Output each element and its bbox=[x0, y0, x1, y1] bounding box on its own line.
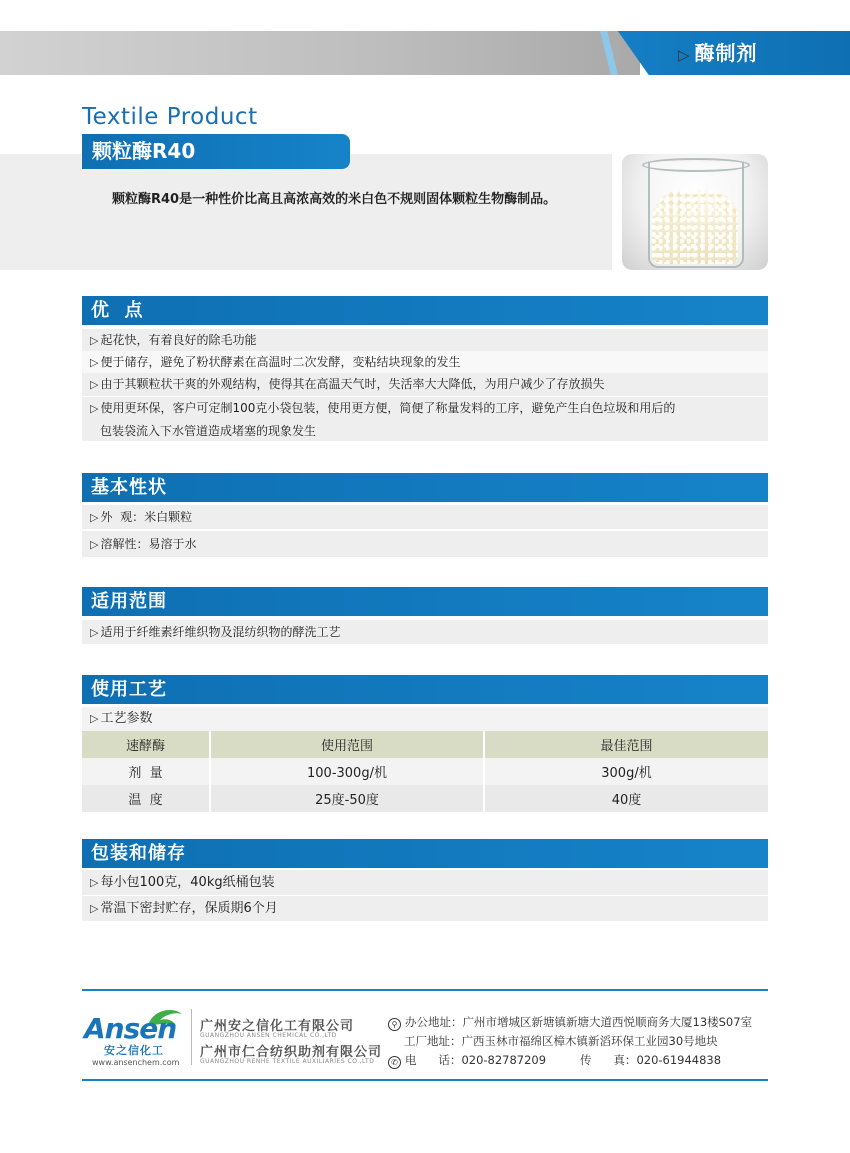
fax-info: 传 真：020-61944838 bbox=[580, 1053, 722, 1067]
triangle-right-icon: ▷ bbox=[90, 511, 99, 524]
table-header-cell: 最佳范围 bbox=[484, 731, 768, 758]
triangle-right-icon: ▷ bbox=[90, 334, 99, 347]
intro-background bbox=[0, 154, 612, 270]
table-cell: 温 度 bbox=[82, 785, 210, 812]
section-header-packaging: 包装和储存 bbox=[82, 839, 768, 868]
table-header-row bbox=[82, 731, 768, 758]
product-photo bbox=[622, 154, 768, 270]
footer-top-line bbox=[82, 989, 768, 991]
beaker-rim bbox=[642, 158, 750, 172]
table-cell: 100-300g/机 bbox=[210, 758, 484, 785]
product-name: 颗粒酶R40 bbox=[92, 139, 196, 163]
table-cell: 40度 bbox=[484, 785, 768, 812]
list-item: ▷ 使用更环保，客户可定制100克小袋包装，使用更方便，简便了称量发料的工序，避免产生白色垃圾和用后的 包装袋流入下水管道造成堵塞的现象发生 bbox=[82, 397, 768, 441]
triangle-right-icon: ▷ bbox=[90, 378, 99, 391]
triangle-right-icon: ▷ bbox=[678, 46, 691, 64]
table-cell: 25度-50度 bbox=[210, 785, 484, 812]
table-cell: 剂 量 bbox=[82, 758, 210, 785]
list-item: ▷ 由于其颗粒状干爽的外观结构，使得其在高温天气时，失活率大大降低，为用户减少了存放损失 bbox=[82, 373, 768, 396]
company-name-2-en: GUANGZHOU RENHE TEXTILE AUXILIARIES CO.,LTD bbox=[200, 1058, 375, 1065]
logo: Ansen bbox=[84, 1012, 177, 1045]
logo-cn: 安之信化工 bbox=[104, 1044, 164, 1057]
list-item: ▷ 起花快，有着良好的除毛功能 bbox=[82, 329, 768, 352]
list-item: ▷ 便于储存，避免了粉状酵素在高温时二次发酵，变粘结块现象的发生 bbox=[82, 351, 768, 374]
product-subtitle: Textile Product bbox=[82, 104, 258, 130]
list-item: ▷ 适用于纤维素纤维织物及混纺织物的酵洗工艺 bbox=[82, 620, 768, 644]
footer-bottom-line bbox=[82, 1079, 768, 1081]
list-item: ▷ 外 观：米白颗粒 bbox=[82, 505, 768, 529]
list-item: ▷ 常温下密封贮存，保质期6个月 bbox=[82, 896, 768, 921]
table-cell: 300g/机 bbox=[484, 758, 768, 785]
triangle-right-icon: ▷ bbox=[90, 876, 99, 889]
triangle-right-icon: ▷ bbox=[90, 356, 99, 369]
table-header-cell: 使用范围 bbox=[210, 731, 484, 758]
triangle-right-icon: ▷ bbox=[90, 626, 99, 639]
product-intro: 颗粒酶R40是一种性价比高且高浓高效的米白色不规则固体颗粒生物酶制品。 bbox=[112, 192, 557, 207]
section-header-process: 使用工艺 bbox=[82, 675, 768, 704]
beaker-image bbox=[648, 162, 744, 268]
header-band bbox=[0, 31, 640, 75]
process-param-label: ▷ 工艺参数 bbox=[82, 707, 768, 731]
table-header-cell: 速酵酶 bbox=[82, 731, 210, 758]
factory-address: 工厂地址：广西玉林市福绵区樟木镇新滔环保工业园30号地块 bbox=[404, 1034, 718, 1048]
list-item: ▷ 溶解性：易溶于水 bbox=[82, 531, 768, 557]
office-address: ⚲ 办公地址：广州市增城区新塘镇新塘大道西悦顺商务大厦13楼S07室 bbox=[388, 1013, 752, 1031]
website-link[interactable]: www.ansenchem.com bbox=[92, 1058, 180, 1067]
section-header-advantages: 优 点 bbox=[82, 296, 768, 325]
section-header-scope: 适用范围 bbox=[82, 587, 768, 616]
triangle-right-icon: ▷ bbox=[90, 902, 99, 915]
company-name-2: 广州市仁合纺织助剂有限公司 bbox=[200, 1045, 383, 1060]
company-name-1: 广州安之信化工有限公司 bbox=[200, 1019, 355, 1034]
product-title bbox=[82, 134, 350, 169]
triangle-right-icon: ▷ bbox=[90, 402, 99, 415]
footer-divider bbox=[191, 1009, 192, 1065]
phone-info: ✆ 电 话：020-82787209 bbox=[388, 1051, 546, 1069]
table-row bbox=[82, 758, 768, 785]
category-label: ▷ 酶制剂 bbox=[678, 41, 758, 65]
table-row bbox=[82, 785, 768, 812]
section-header-properties: 基本性状 bbox=[82, 473, 768, 502]
triangle-right-icon: ▷ bbox=[90, 538, 99, 551]
phone-icon: ✆ bbox=[388, 1056, 401, 1069]
process-table bbox=[82, 731, 768, 812]
list-item: ▷ 每小包100克，40kg纸桶包装 bbox=[82, 870, 768, 895]
company-name-1-en: GUANGZHOU ANSEN CHEMICAL CO.,LTD bbox=[200, 1032, 337, 1039]
location-pin-icon: ⚲ bbox=[388, 1018, 401, 1031]
triangle-right-icon: ▷ bbox=[90, 712, 99, 725]
